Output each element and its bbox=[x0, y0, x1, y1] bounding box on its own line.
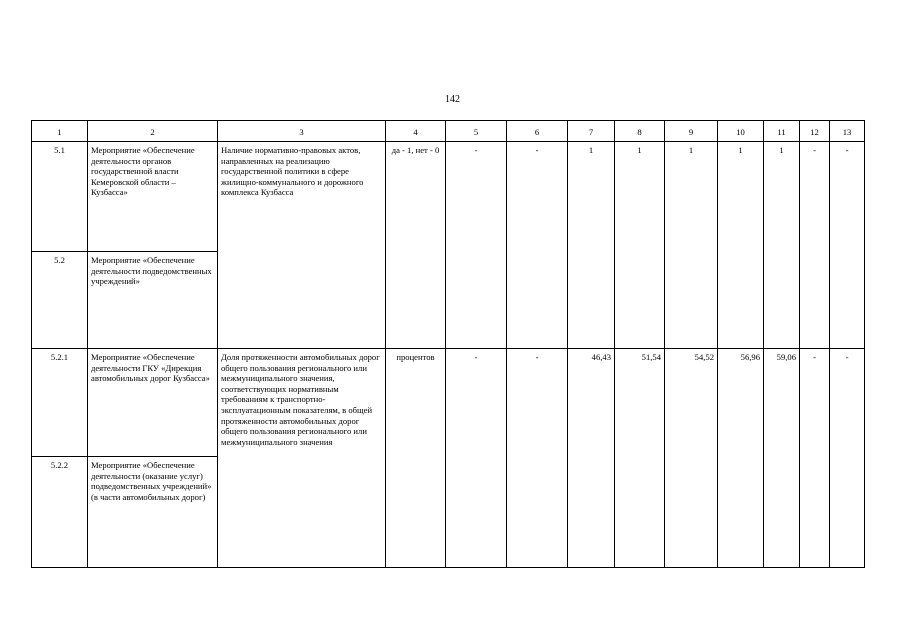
page-number: 142 bbox=[445, 94, 460, 105]
value-cell: 51,54 bbox=[615, 349, 665, 568]
row-number: 5.2.1 bbox=[32, 349, 88, 457]
value-cell: 46,43 bbox=[568, 349, 615, 568]
measure-name: Мероприятие «Обеспечение деятельности органов государственной власти Кемеровской области – Кузбасса» bbox=[88, 142, 218, 252]
column-header: 2 bbox=[88, 121, 218, 142]
table-header-row bbox=[32, 121, 865, 142]
indicator-name: Наличие нормативно-правовых актов, направленных на реализацию государственной политики в сфере жилищно-коммунального и дорожного комплекса Кузбасса bbox=[218, 142, 386, 349]
column-header: 3 bbox=[218, 121, 386, 142]
value-cell: - bbox=[830, 142, 865, 349]
measure-name: Мероприятие «Обеспечение деятельности ГКУ «Дирекция автомобильных дорог Кузбасса» bbox=[88, 349, 218, 457]
value-cell: 1 bbox=[764, 142, 800, 349]
value-cell: 54,52 bbox=[665, 349, 718, 568]
value-cell: - bbox=[800, 142, 830, 349]
value-cell: 1 bbox=[718, 142, 764, 349]
column-header: 11 bbox=[764, 121, 800, 142]
column-header: 12 bbox=[800, 121, 830, 142]
unit: да - 1, нет - 0 bbox=[386, 142, 446, 349]
column-header: 10 bbox=[718, 121, 764, 142]
indicator-table bbox=[31, 120, 865, 568]
value-cell: - bbox=[446, 349, 507, 568]
value-cell: - bbox=[446, 142, 507, 349]
column-header: 7 bbox=[568, 121, 615, 142]
table-row bbox=[32, 349, 865, 457]
table-row bbox=[32, 142, 865, 252]
measure-name: Мероприятие «Обеспечение деятельности (оказание услуг) подведомственных учреждений» (в части автомобильных дорог) bbox=[88, 457, 218, 568]
row-number: 5.1 bbox=[32, 142, 88, 252]
column-header: 4 bbox=[386, 121, 446, 142]
unit: процентов bbox=[386, 349, 446, 568]
row-number: 5.2 bbox=[32, 252, 88, 349]
column-header: 6 bbox=[507, 121, 568, 142]
value-cell: - bbox=[507, 349, 568, 568]
row-number: 5.2.2 bbox=[32, 457, 88, 568]
value-cell: 1 bbox=[568, 142, 615, 349]
column-header: 13 bbox=[830, 121, 865, 142]
column-header: 1 bbox=[32, 121, 88, 142]
value-cell: 56,96 bbox=[718, 349, 764, 568]
value-cell: 59,06 bbox=[764, 349, 800, 568]
value-cell: - bbox=[830, 349, 865, 568]
column-header: 9 bbox=[665, 121, 718, 142]
value-cell: 1 bbox=[615, 142, 665, 349]
measure-name: Мероприятие «Обеспечение деятельности подведомственных учреждений» bbox=[88, 252, 218, 349]
value-cell: - bbox=[800, 349, 830, 568]
value-cell: - bbox=[507, 142, 568, 349]
indicator-name: Доля протяженности автомобильных дорог общего пользования регионального или межмуниципального значения, соответствующих нормативным требованиям к транспортно-эксплуатационным показателям, в общей протяженности автомобильных дорог общего пользования регионального или межмуниципального значения bbox=[218, 349, 386, 568]
column-header: 5 bbox=[446, 121, 507, 142]
value-cell: 1 bbox=[665, 142, 718, 349]
column-header: 8 bbox=[615, 121, 665, 142]
